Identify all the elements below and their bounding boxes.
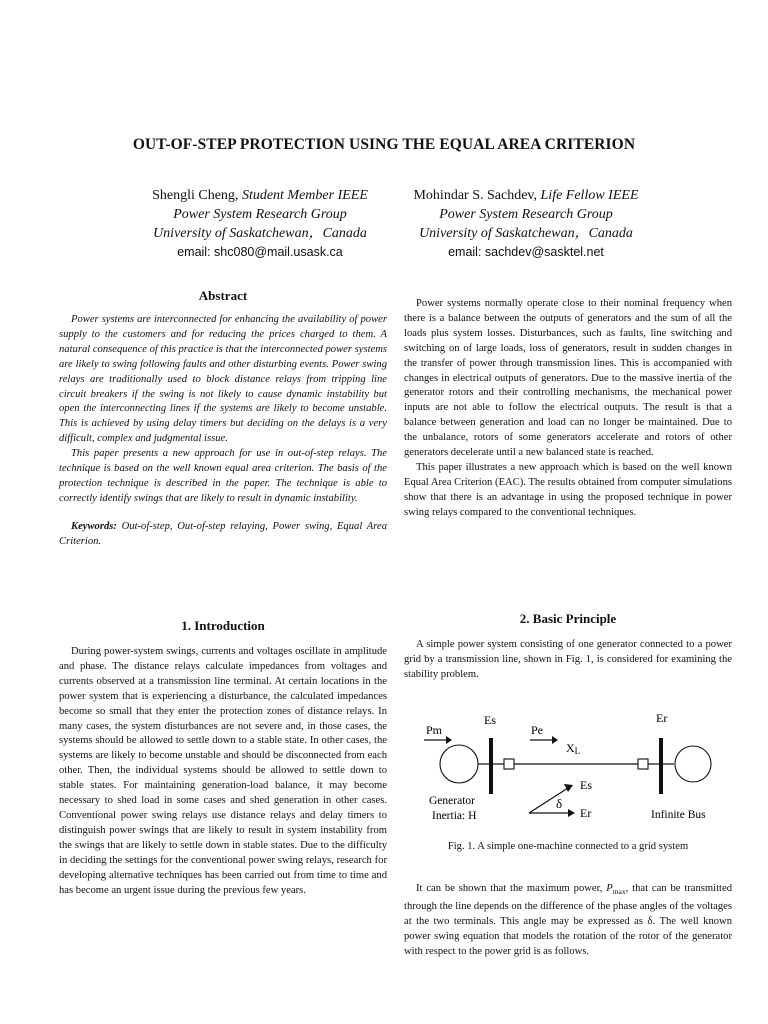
es-top-label: Es [484,713,496,727]
generator-symbol [440,745,478,783]
es-vector-label: Es [580,778,592,792]
infinite-bus-symbol [675,746,711,782]
keywords-label: Keywords: [71,520,117,532]
author-email[interactable]: email: shc080@mail.usask.ca [177,245,343,259]
section-heading-basic-principle: 2. Basic Principle [519,611,617,626]
receiving-breaker [638,759,648,769]
author-group: Power System Research Group [173,207,347,222]
body-paragraph: This paper illustrates a new approach which is based on the well known Equal Area Criterion (EAC). The results obtained from computer simulations show that there is an advantage in using the proposed technique in power swing relays compared to the conventional techniques. [404,461,732,518]
sending-breaker [504,759,514,769]
abstract-paragraph: This paper presents a new approach for use in out-of-step relays. The technique is based on the well known equal area criterion. The basis of the protection technique is described in the paper. The technique is able to correctly identify swings that are likely to result in dynamic instability. [59,448,387,504]
intro-paragraph: During power-system swings, currents and voltages oscillate in amplitude and phase. The distance relays calculate impedances from voltages and currents observed at a transmission line terminal. At certain locations in the power system that is experiencing a disturbance, the calculated impedances become so small that they enter the protection zones of distance relays. In many cases, the system disturbances are not severe and, in those cases, the systems should be allowed to settle down to a stable state. In other cases, the systems are likely to become unstable and should be disconnected from each other. Then, the individual systems should be allowed to settle down to stable states. For maintaining generation-load balance, it may become necessary to shed load in some cases and shed generation in other cases. Conventional power swing relays use distance relays and delay timers to distinguish power swings that are likely to result in system instability from the swings that are likely to settle down in stable states. Due to the difficulty in deciding the settings for the conventional power swing relays, research for developing alternative techniques has been carried out from time to time and has become an urgent issue during the previous few years. [59,646,387,896]
basic-principle-body [404,638,732,683]
pmax-text-post: , that can be transmitted through the line depends on the difference of the phase angles of the voltages at the two terminals. This angle may be expressed as δ. The well known power swing equation that models the rotation of the rotor of the generator with respect to the power grid is as follows. [404,883,732,957]
abstract-body [59,313,387,550]
xl-main: X [566,741,575,755]
author-name-line [130,186,390,205]
body-paragraph: A simple power system consisting of one generator connected to a power grid by a transmission line, shown in Fig. 1, is considered for examining the stability problem. [404,639,732,680]
pmax-symbol: P [606,883,613,894]
author-name: Shengli Cheng, [152,188,242,203]
author-name: Mohindar S. Sachdev, [413,188,541,203]
er-top-label: Er [656,711,668,725]
pmax-text-pre: It can be shown that the maximum power, [416,883,607,894]
keywords-text: Out-of-step, Out-of-step relaying, Power swing, Equal Area Criterion. [59,520,387,547]
author-name-line [396,186,656,205]
author-email[interactable]: email: sachdev@sasktel.net [448,245,604,259]
author-group: Power System Research Group [439,207,613,222]
generator-label: Generator [429,795,475,807]
keywords [59,520,387,550]
delta-label: δ [556,796,563,811]
infinite-bus-label: Infinite Bus [651,809,706,821]
xl-label [566,741,580,756]
xl-sub: L [574,746,581,756]
body-paragraph: Power systems normally operate close to their nominal frequency when there is a balance between the outputs of generators and the sum of all the loads plus system losses. Disturbances, such as faults, line switching and switching on of large loads, loss of generators, result in sudden changes in the transfer of power through transmission lines. This is accompanied with changes in electrical outputs of generators. Due to the massive inertia of the generator rotors and their controlling mechanisms, the mechanical power inputs are not able to follow the electrical outputs. The result is that a balance between generation and load can no longer be maintained. Due to the unbalance, rotors of some generators accelerate and rotors of other generators decelerate until a new balanced state is reached. [404,298,732,459]
introduction-body [59,645,387,898]
abstract-paragraph: Power systems are interconnected for enhancing the availability of power supply to the customers and for reducing the prices charged to them. A natural consequence of this practice is that the interconnected power systems are likely to swing following faults and other disturbing events. Power swing relays are traditionally used to block distance relays from tripping line circuit breakers if the swing is not likely to cause dynamic instability but open the interconnecting lines if the systems are likely to become unstable. This is achieved by using delay timers but deciding on the delays is a very difficult, complex and judgmental issue. [59,314,387,445]
author-university: University of Saskatchewan，Canada [153,226,367,241]
inertia-label: Inertia: H [432,810,477,822]
author-block-1 [130,186,390,262]
section-heading-introduction: 1. Introduction [181,618,265,633]
basic-principle-body-2 [404,882,732,960]
body-paragraph [404,882,732,960]
author-university: University of Saskatchewan，Canada [419,226,633,241]
figure-caption: Fig. 1. A simple one-machine connected to a grid system [447,841,689,852]
er-vector-label: Er [580,806,592,820]
pe-arrow [530,736,558,744]
author-block-2 [396,186,656,262]
pe-label: Pe [531,723,543,737]
abstract-heading: Abstract [198,288,248,303]
pm-label: Pm [426,723,443,737]
phasor-diagram [529,784,575,817]
author-role: Life Fellow IEEE [540,188,639,203]
figure-one-machine-system [404,702,734,832]
pmax-subscript: max [612,887,626,897]
right-column-intro [404,297,732,521]
paper-title: OUT-OF-STEP PROTECTION USING THE EQUAL AREA CRITERION [132,136,636,153]
pm-arrow [424,736,452,744]
author-role: Student Member IEEE [241,188,368,203]
